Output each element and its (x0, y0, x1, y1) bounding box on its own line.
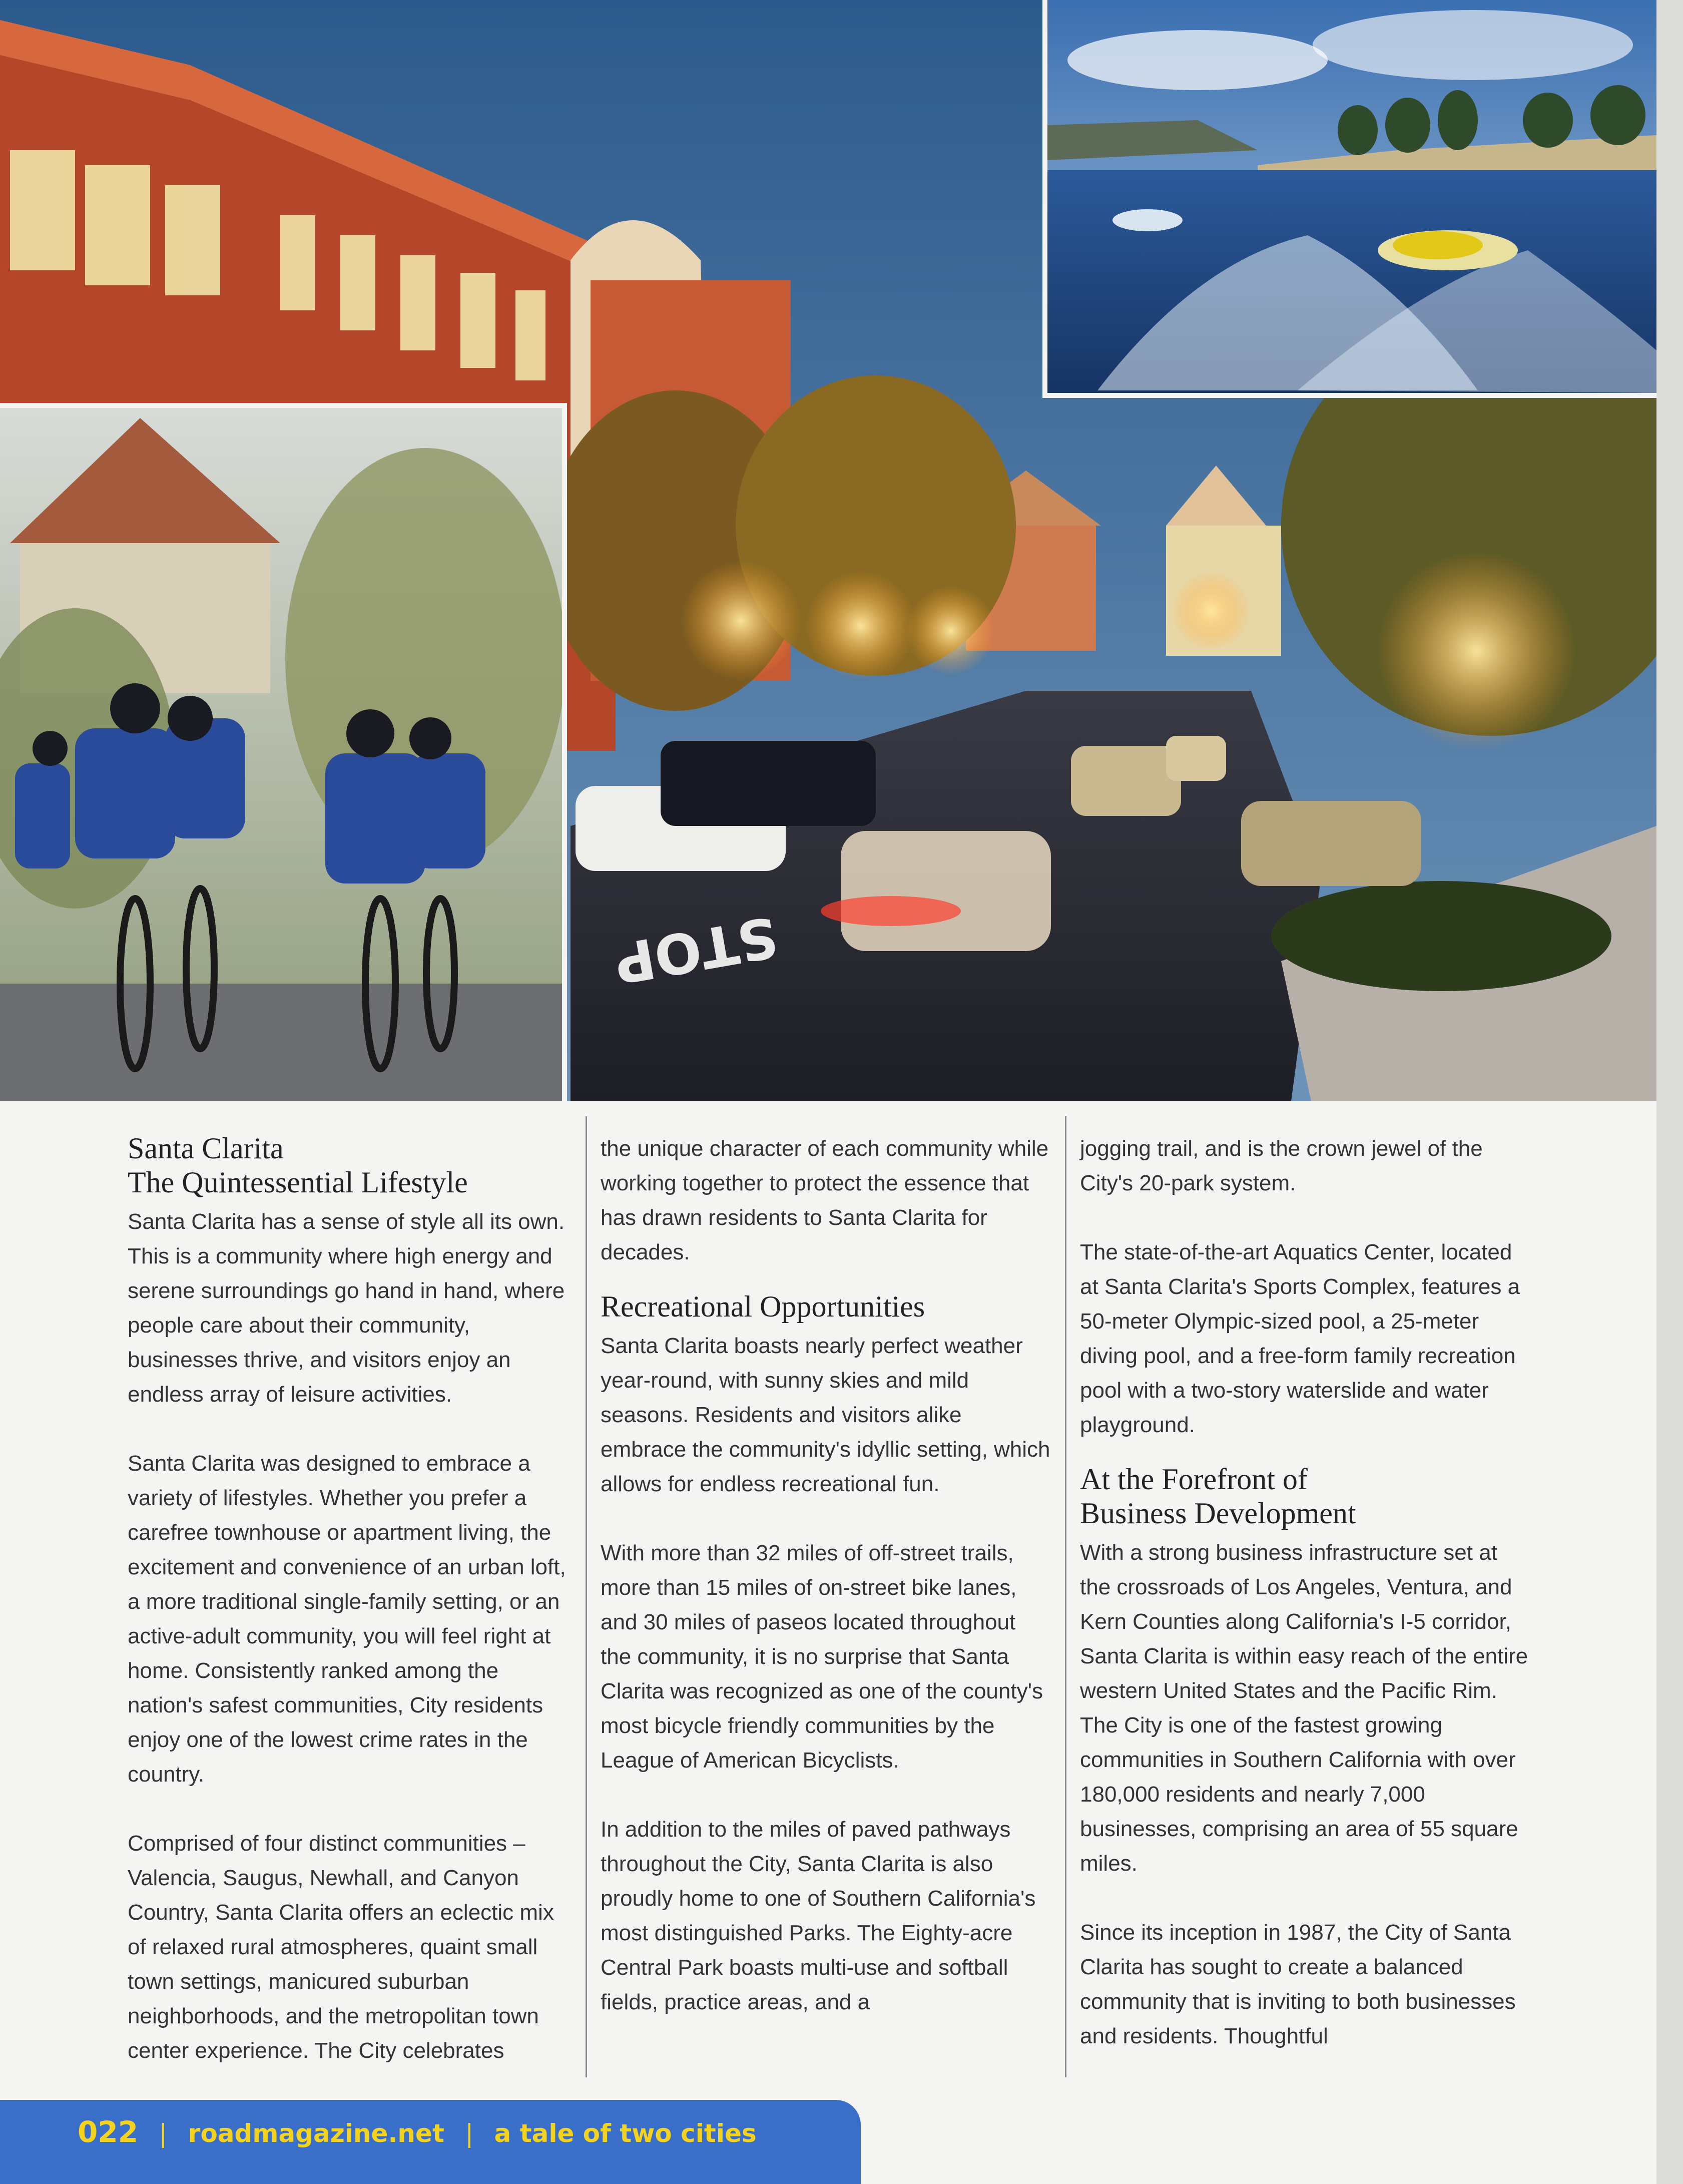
paragraph: jogging trail, and is the crown jewel of the City's 20-park system. (1080, 1136, 1483, 1195)
footer-separator: | (465, 2119, 474, 2148)
section-heading-business (1080, 1462, 1530, 1530)
footer-site-link[interactable]: roadmagazine.net (188, 2119, 444, 2148)
footer-separator: | (159, 2119, 168, 2148)
heading-line: At the Forefront of (1080, 1463, 1308, 1496)
page-number: 022 (78, 2115, 139, 2149)
column-divider (1065, 1116, 1066, 2077)
column-divider (586, 1116, 587, 2077)
paragraph: The state-of-the-art Aquatics Center, located at Santa Clarita's Sports Complex, features a 50-meter Olympic-sized pool, a 25-meter diving pool, and a free-form family recreation pool with a two-story waterslide and water playground. (1080, 1240, 1520, 1437)
paragraph: Santa Clarita boasts nearly perfect weather year-round, with sunny skies and mild seasons. Residents and visitors alike embrace the community's idyllic setting, which allows for endless recreational fun. (601, 1334, 1050, 1496)
article-column-3 (1080, 1131, 1530, 2088)
footer-section-title: a tale of two cities (494, 2119, 757, 2148)
paragraph: With a strong business infrastructure set at the crossroads of Los Angeles, Ventura, and Kern Counties along California's I-5 corridor, Santa Clarita is within easy reach of the entire western United States and the Pacific Rim. The City is one of the fastest growing communities in Southern California with over 180,000 residents and nearly 7,000 businesses, comprising an area of 55 square miles. (1080, 1540, 1528, 1876)
page-edge (1656, 0, 1683, 2184)
paragraph: Since its inception in 1987, the City of Santa Clarita has sought to create a balanced community that is inviting to both businesses and residents. Thoughtful (1080, 1920, 1516, 2048)
paragraph: With more than 32 miles of off-street trails, more than 15 miles of on-street bike lanes, and 30 miles of paseos located throughout the community, it is no surprise that Santa Clarita was recognized as one of the county's most bicycle friendly communities by the League of American Bicyclists. (601, 1541, 1043, 1773)
paragraph: Santa Clarita has a sense of style all its own. This is a community where high energy and serene surroundings go hand in hand, where people care about their community, businesses thrive, and visitors enjoy an endless array of leisure activities. (128, 1209, 565, 1407)
section-heading-lifestyle (128, 1131, 578, 1199)
jetski-lake-photo (1042, 0, 1656, 398)
footer (78, 2115, 757, 2149)
paragraph: Comprised of four distinct communities – Valencia, Saugus, Newhall, and Canyon Country, Santa Clarita offers an eclectic mix of relaxed rural atmospheres, quaint small town settings, manicured suburban neighborhoods, and the metropolitan town center experience. The City celebrates (128, 1831, 554, 2063)
paragraph: the unique character of each community while working together to protect the essence that has drawn residents to Santa Clarita for decades. (601, 1136, 1049, 1264)
heading-line: Santa Clarita (128, 1132, 284, 1165)
section-heading-recreational: Recreational Opportunities (601, 1290, 925, 1323)
cyclists-photo (0, 403, 567, 1101)
heading-line: The Quintessential Lifestyle (128, 1166, 468, 1199)
article-column-1 (128, 1131, 578, 2102)
heading-line: Business Development (1080, 1497, 1356, 1530)
paragraph: In addition to the miles of paved pathways throughout the City, Santa Clarita is also proudly home to one of Southern California's most distinguished Parks. The Eighty-acre Central Park boasts multi-use and softball fields, practice areas, and a (601, 1817, 1036, 2014)
article-column-2 (601, 1131, 1051, 2054)
paragraph: Santa Clarita was designed to embrace a variety of lifestyles. Whether you prefer a carefree townhouse or apartment living, the excitement and convenience of an urban loft, a more traditional single-family setting, or an active-adult community, you will feel right at home. Consistently ranked among the nation's safest communities, City residents enjoy one of the lowest crime rates in the country. (128, 1451, 566, 1787)
stop-road-marking: STOP (609, 904, 783, 996)
